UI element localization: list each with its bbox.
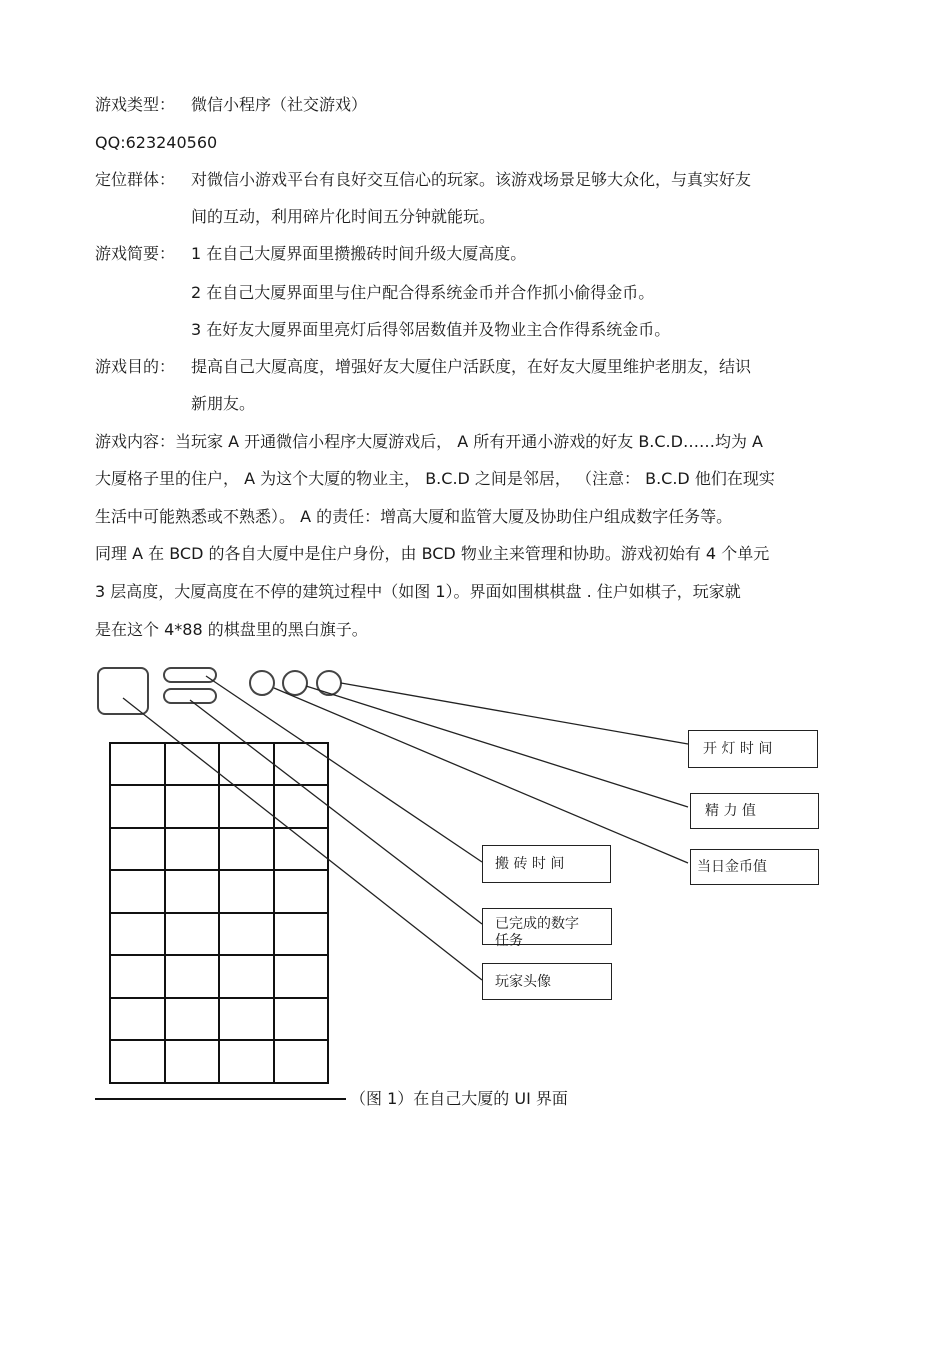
light-time-circle-icon bbox=[317, 671, 341, 695]
brick-time-pill-icon bbox=[164, 668, 216, 682]
goal-line-2: 新朋友。 bbox=[191, 394, 256, 413]
building-grid bbox=[110, 743, 328, 1083]
label-energy: 精 力 值 bbox=[705, 803, 756, 819]
label-tasks-line-2: 任务 bbox=[495, 933, 523, 949]
label-box-light-time bbox=[688, 730, 818, 768]
label-box-avatar bbox=[482, 963, 612, 1000]
label-box-daily-coins bbox=[690, 849, 819, 885]
brief-line-1: 1 在自己大厦界面里攒搬砖时间升级大厦高度。 bbox=[191, 244, 527, 263]
content-line-5: 3 层高度，大厦高度在不停的建筑过程中（如图 1）。界面如围棋棋盘 . 住户如棋子，玩家就 bbox=[95, 582, 741, 601]
label-box-tasks bbox=[482, 908, 612, 949]
daily-coins-circle-icon bbox=[250, 671, 274, 695]
value-game-type: 微信小程序（社交游戏） bbox=[191, 95, 368, 114]
label-game-type: 游戏类型： bbox=[95, 95, 176, 114]
audience-line-1: 对微信小游戏平台有良好交互信心的玩家。该游戏场景足够大众化，与真实好友 bbox=[191, 170, 752, 189]
label-avatar: 玩家头像 bbox=[495, 974, 551, 990]
content-line-3: 生活中可能熟悉或不熟悉）。 A 的责任：增高大厦和监管大厦及协助住户组成数字任务等。 bbox=[95, 507, 733, 526]
label-daily-coins: 当日金币值 bbox=[697, 859, 767, 875]
label-goal: 游戏目的： bbox=[95, 357, 176, 376]
label-brief: 游戏简要： bbox=[95, 244, 176, 263]
audience-line-2: 间的互动，利用碎片化时间五分钟就能玩。 bbox=[191, 207, 496, 226]
brief-line-2: 2 在自己大厦界面里与住户配合得系统金币并合作抓小偷得金币。 bbox=[191, 283, 655, 302]
brief-line-3: 3 在好友大厦界面里亮灯后得邻居数值并及物业主合作得系统金币。 bbox=[191, 320, 671, 339]
qq-line: QQ:623240560 bbox=[95, 133, 218, 152]
content-line-6: 是在这个 4*88 的棋盘里的黑白旗子。 bbox=[95, 620, 368, 639]
label-light-time: 开 灯 时 间 bbox=[703, 741, 773, 757]
energy-circle-icon bbox=[283, 671, 307, 695]
leader-tasks bbox=[190, 700, 482, 924]
label-audience: 定位群体： bbox=[95, 170, 176, 189]
leader-daily-coins bbox=[274, 688, 688, 863]
label-tasks-line-1: 已完成的数字 bbox=[495, 916, 579, 932]
content-line-4: 同理 A 在 BCD 的各自大厦中是住户身份，由 BCD 物业主来管理和协助。游戏初始有 4 个单元 bbox=[95, 544, 770, 563]
figure-caption: （图 1）在自己大厦的 UI 界面 bbox=[350, 1089, 568, 1108]
label-box-brick-time bbox=[482, 845, 611, 883]
tasks-pill-icon bbox=[164, 689, 216, 703]
content-line-2: 大厦格子里的住户， A 为这个大厦的物业主， B.C.D 之间是邻居， （注意： B.C.D 他们在现实 bbox=[95, 469, 775, 488]
leader-energy bbox=[306, 686, 688, 807]
avatar-placeholder-icon bbox=[98, 668, 148, 714]
leader-brick-time bbox=[206, 676, 482, 862]
content-line-1: 游戏内容：当玩家 A 开通微信小程序大厦游戏后， A 所有开通小游戏的好友 B.C.D……均为 A bbox=[95, 432, 763, 451]
goal-line-1: 提高自己大厦高度，增强好友大厦住户活跃度，在好友大厦里维护老朋友，结识 bbox=[191, 357, 752, 376]
label-box-energy bbox=[690, 793, 819, 829]
label-brick-time: 搬 砖 时 间 bbox=[495, 856, 565, 872]
